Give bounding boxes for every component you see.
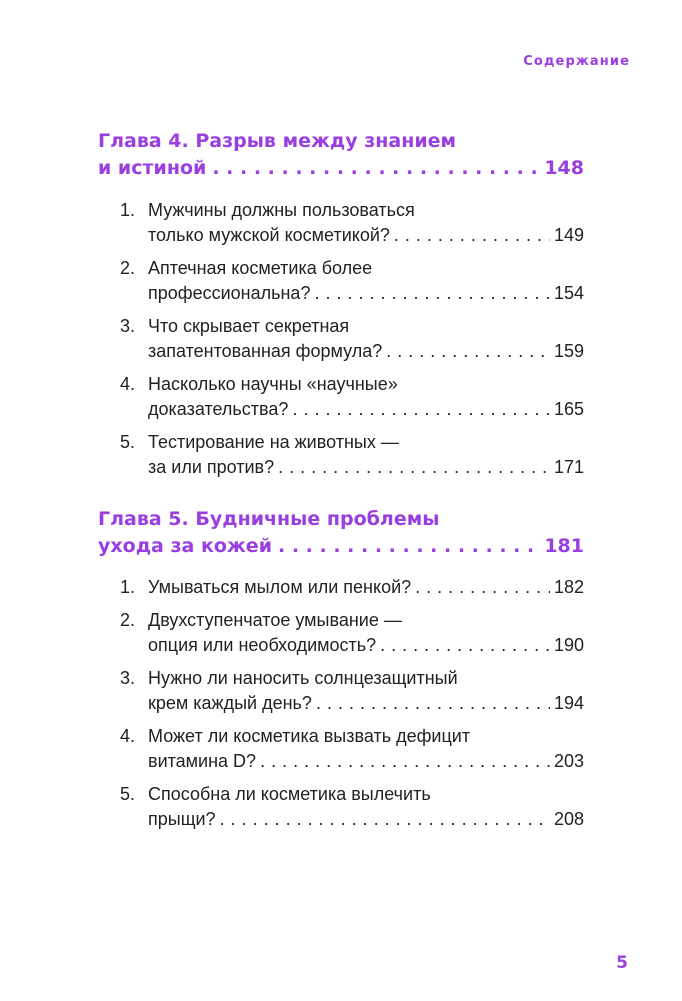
item-page: 194 [553, 693, 584, 713]
list-item [120, 314, 584, 364]
list-item [120, 724, 584, 774]
chapter-title-text: ухода за кожей [98, 535, 273, 557]
dot-leader [292, 397, 550, 422]
item-page: 203 [553, 751, 584, 771]
item-title-line2: профессиональна? [148, 283, 311, 303]
item-title-line1: Двухступенчатое умывание — [148, 610, 402, 630]
dot-leader [386, 339, 550, 364]
item-title-line2: запатентованная формула? [148, 341, 383, 361]
chapter-title-line1: Глава 5. Будничные проблемы [98, 508, 440, 530]
item-page: 154 [553, 283, 584, 303]
list-item [120, 666, 584, 716]
item-page: 149 [553, 225, 584, 245]
item-title-line2: витамина D? [148, 751, 257, 771]
chapter-title-line2 [98, 155, 584, 182]
dot-leader [220, 807, 550, 832]
item-number: 5. [120, 432, 136, 452]
dot-leader [278, 533, 538, 560]
list-item [120, 198, 584, 248]
list-item [120, 608, 584, 658]
item-page: 159 [553, 341, 584, 361]
item-page: 190 [553, 635, 584, 655]
item-number: 3. [120, 316, 136, 336]
list-item [120, 372, 584, 422]
running-head: Содержание [523, 54, 630, 69]
item-title-line1: Нужно ли наносить солнцезащитный [148, 668, 458, 688]
chapter-page: 148 [544, 157, 584, 179]
item-title-line1: Насколько научны «научные» [148, 374, 398, 394]
chapter-items [120, 198, 584, 488]
item-number: 1. [120, 577, 136, 597]
chapter-heading [98, 128, 584, 182]
item-title-line2: Умываться мылом или пенкой? [148, 577, 412, 597]
chapter-heading [98, 506, 584, 560]
chapter-title-line1: Глава 4. Разрыв между знанием [98, 130, 457, 152]
dot-leader [415, 575, 550, 600]
item-number: 5. [120, 784, 136, 804]
item-title-line2: только мужской косметикой? [148, 225, 390, 245]
item-number: 4. [120, 726, 136, 746]
page-number: 5 [616, 953, 628, 973]
dot-leader [316, 691, 550, 716]
item-title-line2: за или против? [148, 457, 275, 477]
item-title-line1: Что скрывает секретная [148, 316, 350, 336]
chapter-title-line2 [98, 533, 584, 560]
chapter-title-text: и истиной [98, 157, 207, 179]
chapter-page: 181 [544, 535, 584, 557]
item-title-line1: Может ли косметика вызвать дефицит [148, 726, 471, 746]
item-title-line1: Мужчины должны пользоваться [148, 200, 415, 220]
item-title-line2: прыщи? [148, 809, 216, 829]
list-item [120, 782, 584, 832]
item-number: 4. [120, 374, 136, 394]
list-item [120, 575, 584, 600]
item-number: 3. [120, 668, 136, 688]
item-number: 2. [120, 610, 136, 630]
item-title-line2: опция или необходимость? [148, 635, 377, 655]
dot-leader [212, 155, 538, 182]
dot-leader [314, 281, 550, 306]
item-title-line1: Аптечная косметика более [148, 258, 373, 278]
dot-leader [394, 223, 550, 248]
list-item [120, 430, 584, 480]
item-title-line1: Тестирование на животных — [148, 432, 399, 452]
item-title-line1: Способна ли косметика вылечить [148, 784, 431, 804]
item-page: 171 [553, 457, 584, 477]
item-title-line2: крем каждый день? [148, 693, 312, 713]
item-title-line2: доказательства? [148, 399, 289, 419]
item-number: 1. [120, 200, 136, 220]
dot-leader [260, 749, 550, 774]
item-page: 182 [553, 577, 584, 597]
chapter-items [120, 575, 584, 840]
item-page: 208 [553, 809, 584, 829]
item-page: 165 [553, 399, 584, 419]
dot-leader [380, 633, 550, 658]
dot-leader [278, 455, 550, 480]
item-number: 2. [120, 258, 136, 278]
list-item [120, 256, 584, 306]
